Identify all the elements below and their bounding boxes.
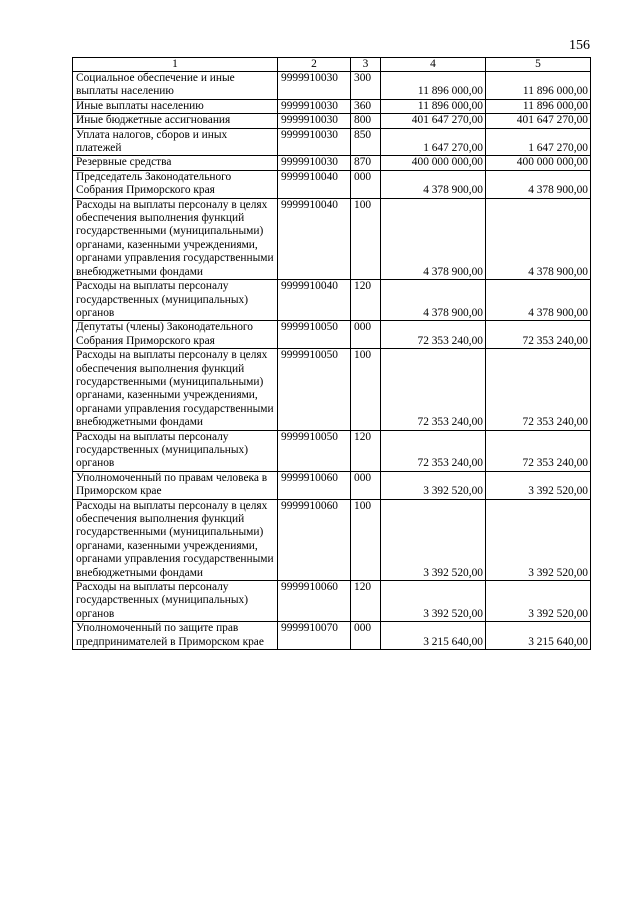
row-amount-5-cell: 72 353 240,00 (486, 349, 591, 430)
row-amount-5-cell: 1 647 270,00 (486, 128, 591, 156)
row-name-cell: Расходы на выплаты персоналу в целях обеспечения выполнения функций государственными (муниципальными) органами, казенными учреждениями, органами управления государственными внебюджетными фондами (73, 198, 278, 279)
table-row (73, 430, 591, 471)
row-name-cell: Расходы на выплаты персоналу в целях обеспечения выполнения функций государственными (муниципальными) органами, казенными учреждениями, органами управления государственными внебюджетными фондами (73, 349, 278, 430)
row-code-cell: 9999910030 (278, 114, 351, 128)
row-code-cell: 9999910060 (278, 471, 351, 499)
row-amount-5-cell: 4 378 900,00 (486, 280, 591, 321)
table-row (73, 622, 591, 650)
row-kind-cell: 120 (351, 280, 381, 321)
row-kind-cell: 000 (351, 321, 381, 349)
row-amount-4-cell: 3 392 520,00 (381, 471, 486, 499)
row-kind-cell: 000 (351, 471, 381, 499)
row-kind-cell: 300 (351, 72, 381, 100)
row-name-cell: Депутаты (члены) Законодательного Собрания Приморского края (73, 321, 278, 349)
row-code-cell: 9999910060 (278, 499, 351, 580)
table-row (73, 471, 591, 499)
row-amount-5-cell: 11 896 000,00 (486, 99, 591, 113)
row-amount-4-cell: 400 000 000,00 (381, 156, 486, 170)
row-amount-4-cell: 3 392 520,00 (381, 581, 486, 622)
row-amount-5-cell: 3 392 520,00 (486, 471, 591, 499)
row-kind-cell: 120 (351, 430, 381, 471)
table-row (73, 349, 591, 430)
row-code-cell: 9999910040 (278, 280, 351, 321)
row-amount-4-cell: 4 378 900,00 (381, 198, 486, 279)
row-name-cell: Расходы на выплаты персоналу государственных (муниципальных) органов (73, 280, 278, 321)
table-header-row (73, 58, 591, 72)
row-amount-5-cell: 3 392 520,00 (486, 581, 591, 622)
table-row (73, 499, 591, 580)
table-row (73, 321, 591, 349)
row-amount-4-cell: 3 392 520,00 (381, 499, 486, 580)
table-row (73, 198, 591, 279)
row-amount-4-cell: 72 353 240,00 (381, 430, 486, 471)
row-name-cell: Уплата налогов, сборов и иных платежей (73, 128, 278, 156)
table-row (73, 114, 591, 128)
row-amount-4-cell: 4 378 900,00 (381, 280, 486, 321)
table-body (73, 72, 591, 650)
row-amount-5-cell: 11 896 000,00 (486, 72, 591, 100)
row-amount-5-cell: 401 647 270,00 (486, 114, 591, 128)
column-header-amount-5: 5 (486, 58, 591, 72)
row-amount-4-cell: 401 647 270,00 (381, 114, 486, 128)
row-code-cell: 9999910050 (278, 321, 351, 349)
row-name-cell: Уполномоченный по правам человека в Приморском крае (73, 471, 278, 499)
column-header-code: 2 (278, 58, 351, 72)
row-amount-4-cell: 72 353 240,00 (381, 349, 486, 430)
row-name-cell: Председатель Законодательного Собрания Приморского края (73, 170, 278, 198)
table-row (73, 72, 591, 100)
row-amount-5-cell: 3 215 640,00 (486, 622, 591, 650)
row-kind-cell: 850 (351, 128, 381, 156)
row-name-cell: Иные выплаты населению (73, 99, 278, 113)
table-row (73, 99, 591, 113)
row-amount-5-cell: 4 378 900,00 (486, 170, 591, 198)
row-name-cell: Иные бюджетные ассигнования (73, 114, 278, 128)
row-code-cell: 9999910030 (278, 99, 351, 113)
budget-table (72, 57, 591, 650)
column-header-kind: 3 (351, 58, 381, 72)
row-name-cell: Уполномоченный по защите прав предпринимателей в Приморском крае (73, 622, 278, 650)
row-kind-cell: 120 (351, 581, 381, 622)
row-code-cell: 9999910050 (278, 349, 351, 430)
table-row (73, 170, 591, 198)
row-kind-cell: 360 (351, 99, 381, 113)
row-amount-4-cell: 11 896 000,00 (381, 72, 486, 100)
row-kind-cell: 870 (351, 156, 381, 170)
row-code-cell: 9999910070 (278, 622, 351, 650)
row-kind-cell: 100 (351, 349, 381, 430)
row-amount-5-cell: 3 392 520,00 (486, 499, 591, 580)
row-code-cell: 9999910050 (278, 430, 351, 471)
row-name-cell: Резервные средства (73, 156, 278, 170)
row-amount-5-cell: 4 378 900,00 (486, 198, 591, 279)
row-code-cell: 9999910040 (278, 170, 351, 198)
row-code-cell: 9999910060 (278, 581, 351, 622)
page-number: 156 (569, 38, 590, 53)
row-kind-cell: 100 (351, 198, 381, 279)
table-row (73, 156, 591, 170)
row-kind-cell: 800 (351, 114, 381, 128)
row-code-cell: 9999910030 (278, 128, 351, 156)
row-amount-5-cell: 72 353 240,00 (486, 430, 591, 471)
row-amount-5-cell: 72 353 240,00 (486, 321, 591, 349)
row-amount-4-cell: 4 378 900,00 (381, 170, 486, 198)
row-kind-cell: 100 (351, 499, 381, 580)
row-code-cell: 9999910030 (278, 72, 351, 100)
table-row (73, 280, 591, 321)
row-name-cell: Расходы на выплаты персоналу государственных (муниципальных) органов (73, 581, 278, 622)
table-row (73, 128, 591, 156)
table-row (73, 581, 591, 622)
row-amount-5-cell: 400 000 000,00 (486, 156, 591, 170)
row-amount-4-cell: 3 215 640,00 (381, 622, 486, 650)
row-code-cell: 9999910030 (278, 156, 351, 170)
row-amount-4-cell: 72 353 240,00 (381, 321, 486, 349)
row-name-cell: Социальное обеспечение и иные выплаты населению (73, 72, 278, 100)
row-code-cell: 9999910040 (278, 198, 351, 279)
row-name-cell: Расходы на выплаты персоналу государственных (муниципальных) органов (73, 430, 278, 471)
row-name-cell: Расходы на выплаты персоналу в целях обеспечения выполнения функций государственными (муниципальными) органами, казенными учреждениями, органами управления государственными внебюджетными фондами (73, 499, 278, 580)
row-kind-cell: 000 (351, 170, 381, 198)
column-header-amount-4: 4 (381, 58, 486, 72)
row-kind-cell: 000 (351, 622, 381, 650)
row-amount-4-cell: 11 896 000,00 (381, 99, 486, 113)
column-header-name: 1 (73, 58, 278, 72)
row-amount-4-cell: 1 647 270,00 (381, 128, 486, 156)
